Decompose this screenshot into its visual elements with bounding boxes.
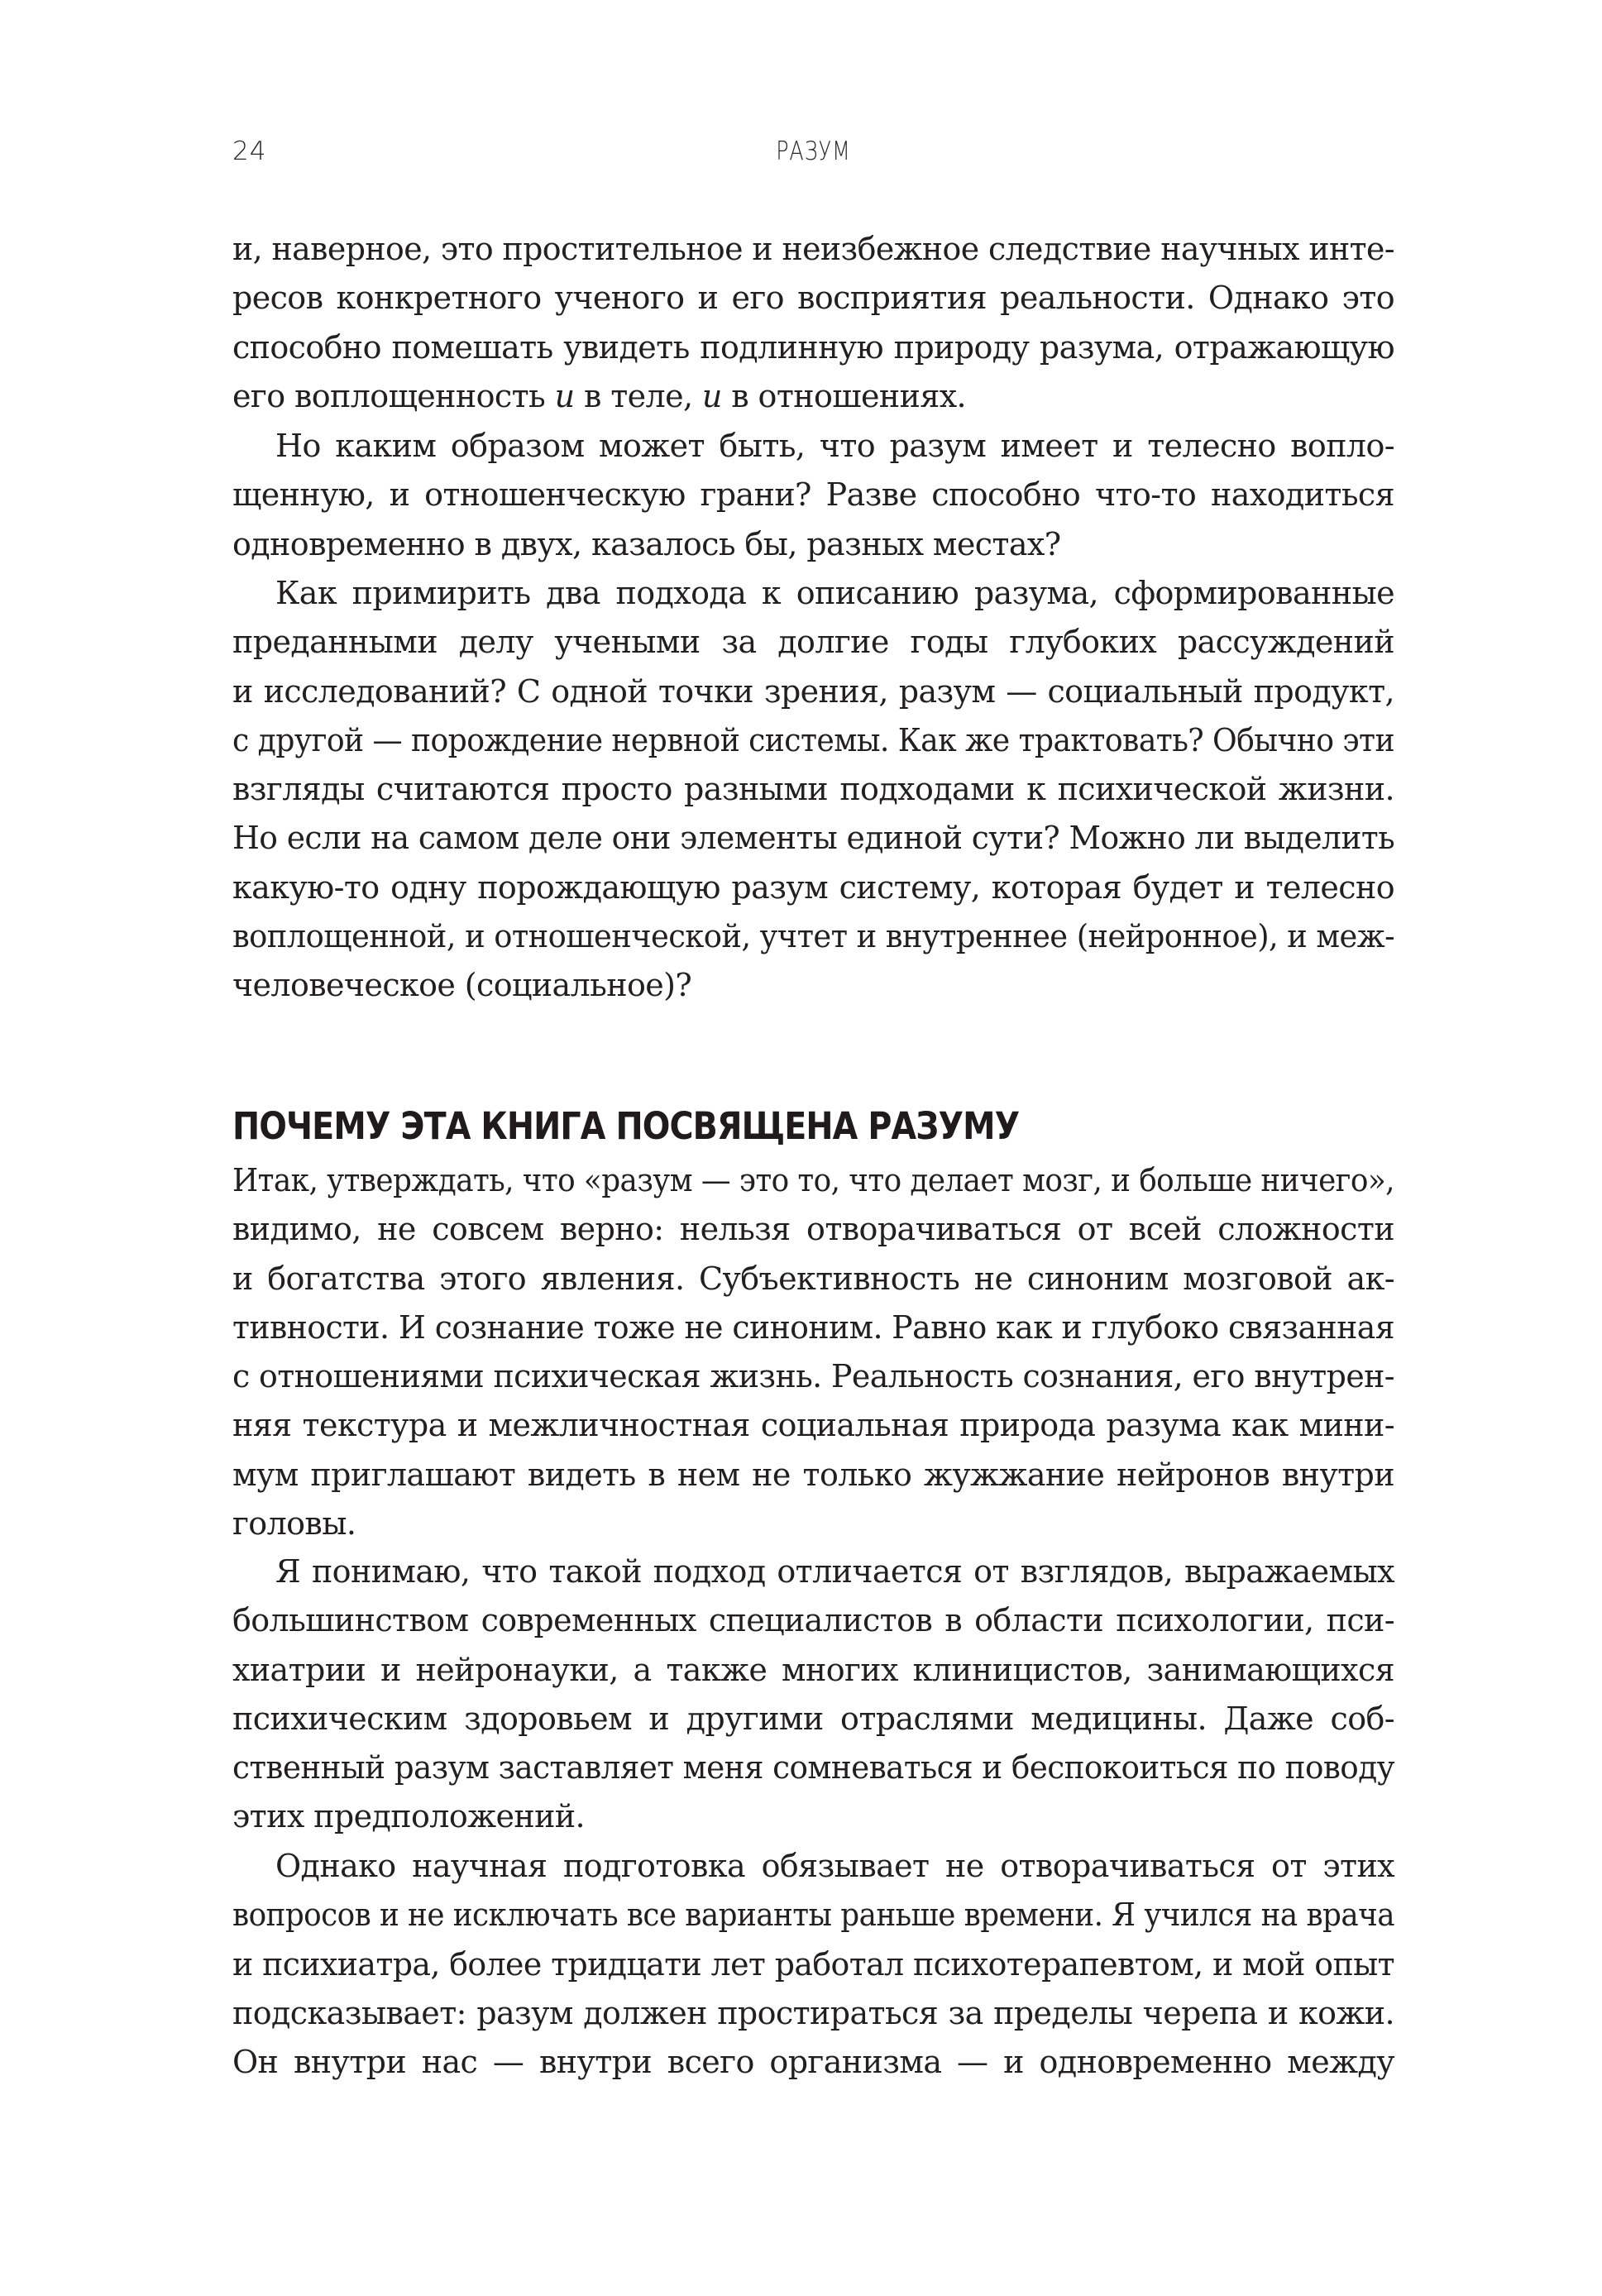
text-line: ресов конкретного ученого и его восприятия реальности. Однако это [232, 280, 1394, 317]
text-line: головы. [232, 1505, 356, 1543]
text-line: подсказывает: разум должен простираться за пределы черепа и кожи. [232, 1994, 1394, 2031]
text-line: одновременно в двух, казалось бы, разных местах? [232, 525, 1061, 562]
section-heading: ПОЧЕМУ ЭТА КНИГА ПОСВЯЩЕНА РАЗУМУ [232, 1104, 1020, 1149]
text-line: взгляды считаются просто разными подходами к психической жизни. [232, 771, 1394, 808]
italic-emphasis: и [554, 377, 575, 414]
text-line: психическим здоровьем и другими отраслями медицины. Даже соб- [232, 1700, 1394, 1737]
text-line: видимо, не совсем верно: нельзя отворачиваться от всей сложности [232, 1211, 1394, 1248]
text-line: и, наверное, это простительное и неизбежное следствие научных инте- [232, 231, 1394, 267]
paragraph [232, 1156, 1394, 1548]
text-line: преданными делу учеными за долгие годы глубоких рассуждений [232, 624, 1394, 661]
text-line: тивности. И сознание тоже не синоним. Равно как и глубоко связанная [232, 1308, 1394, 1346]
running-head [232, 136, 1394, 170]
paragraph [232, 422, 1394, 569]
text-line: вопросов и не исключать все варианты раньше времени. Я учился на врача [232, 1897, 1394, 1934]
text-line: хиатрии и нейронауки, а также многих клиницистов, занимающихся [232, 1651, 1394, 1688]
text-line: большинством современных специалистов в области психологии, пси- [232, 1602, 1394, 1639]
text-line: с другой — порождение нервной системы. Как же трактовать? Обычно эти [232, 721, 1394, 758]
text-line: мум приглашают видеть в нем не только жужжание нейронов внутри [232, 1456, 1394, 1493]
page-number: 24 [232, 136, 267, 166]
text-line: Как примирить два подхода к описанию разума, сформированные [275, 575, 1394, 611]
text-line: какую-то одну порождающую разум систему, которая будет и телесно [232, 868, 1394, 906]
text-line: Он внутри нас — внутри всего организма — и одновременно между [232, 2044, 1394, 2081]
text-line: Однако научная подготовка обязывает не отворачиваться от этих [275, 1848, 1394, 1884]
text-line: Но если на самом деле они элементы единой сути? Можно ли выделить [232, 820, 1394, 857]
italic-emphasis: и [701, 377, 722, 414]
text-line: Но каким образом может быть, что разум имеет и телесно вопло- [275, 428, 1394, 464]
paragraph [232, 1547, 1394, 1842]
text-line: и богатства этого явления. Субъективность не синоним мозговой ак- [232, 1260, 1394, 1297]
text-line: его воплощенность и в теле, и в отношениях. [232, 377, 967, 414]
text-line: ственный разум заставляет меня сомневаться и беспокоиться по поводу [232, 1749, 1394, 1787]
paragraph [232, 1842, 1394, 2087]
paragraph [232, 569, 1394, 1011]
text-line: с отношениями психическая жизнь. Реальность сознания, его внутрен- [232, 1358, 1394, 1395]
text-line: няя текстура и межличностная социальная природа разума как мини- [232, 1407, 1394, 1444]
text-line: воплощенной, и отношенческой, учтет и внутреннее (нейронное), и меж- [232, 918, 1394, 955]
paragraph [232, 225, 1394, 421]
text-line: и исследований? С одной точки зрения, разум — социальный продукт, [232, 672, 1394, 710]
text-line: Я понимаю, что такой подход отличается от взглядов, выражаемых [275, 1553, 1394, 1590]
text-line: этих предположений. [232, 1798, 586, 1835]
text-line: человеческое (социальное)? [232, 967, 692, 1004]
running-title: РАЗУМ [776, 136, 851, 166]
text-line: способно помешать увидеть подлинную природу разума, отражающую [232, 328, 1394, 366]
text-line: Итак, утверждать, что «разум — это то, что делает мозг, и больше ничего», [232, 1162, 1394, 1198]
text-line: и психиатра, более тридцати лет работал психотерапевтом, и мой опыт [232, 1945, 1394, 1983]
text-line: щенную, и отношенческую грани? Разве способно что-то находиться [232, 476, 1394, 514]
